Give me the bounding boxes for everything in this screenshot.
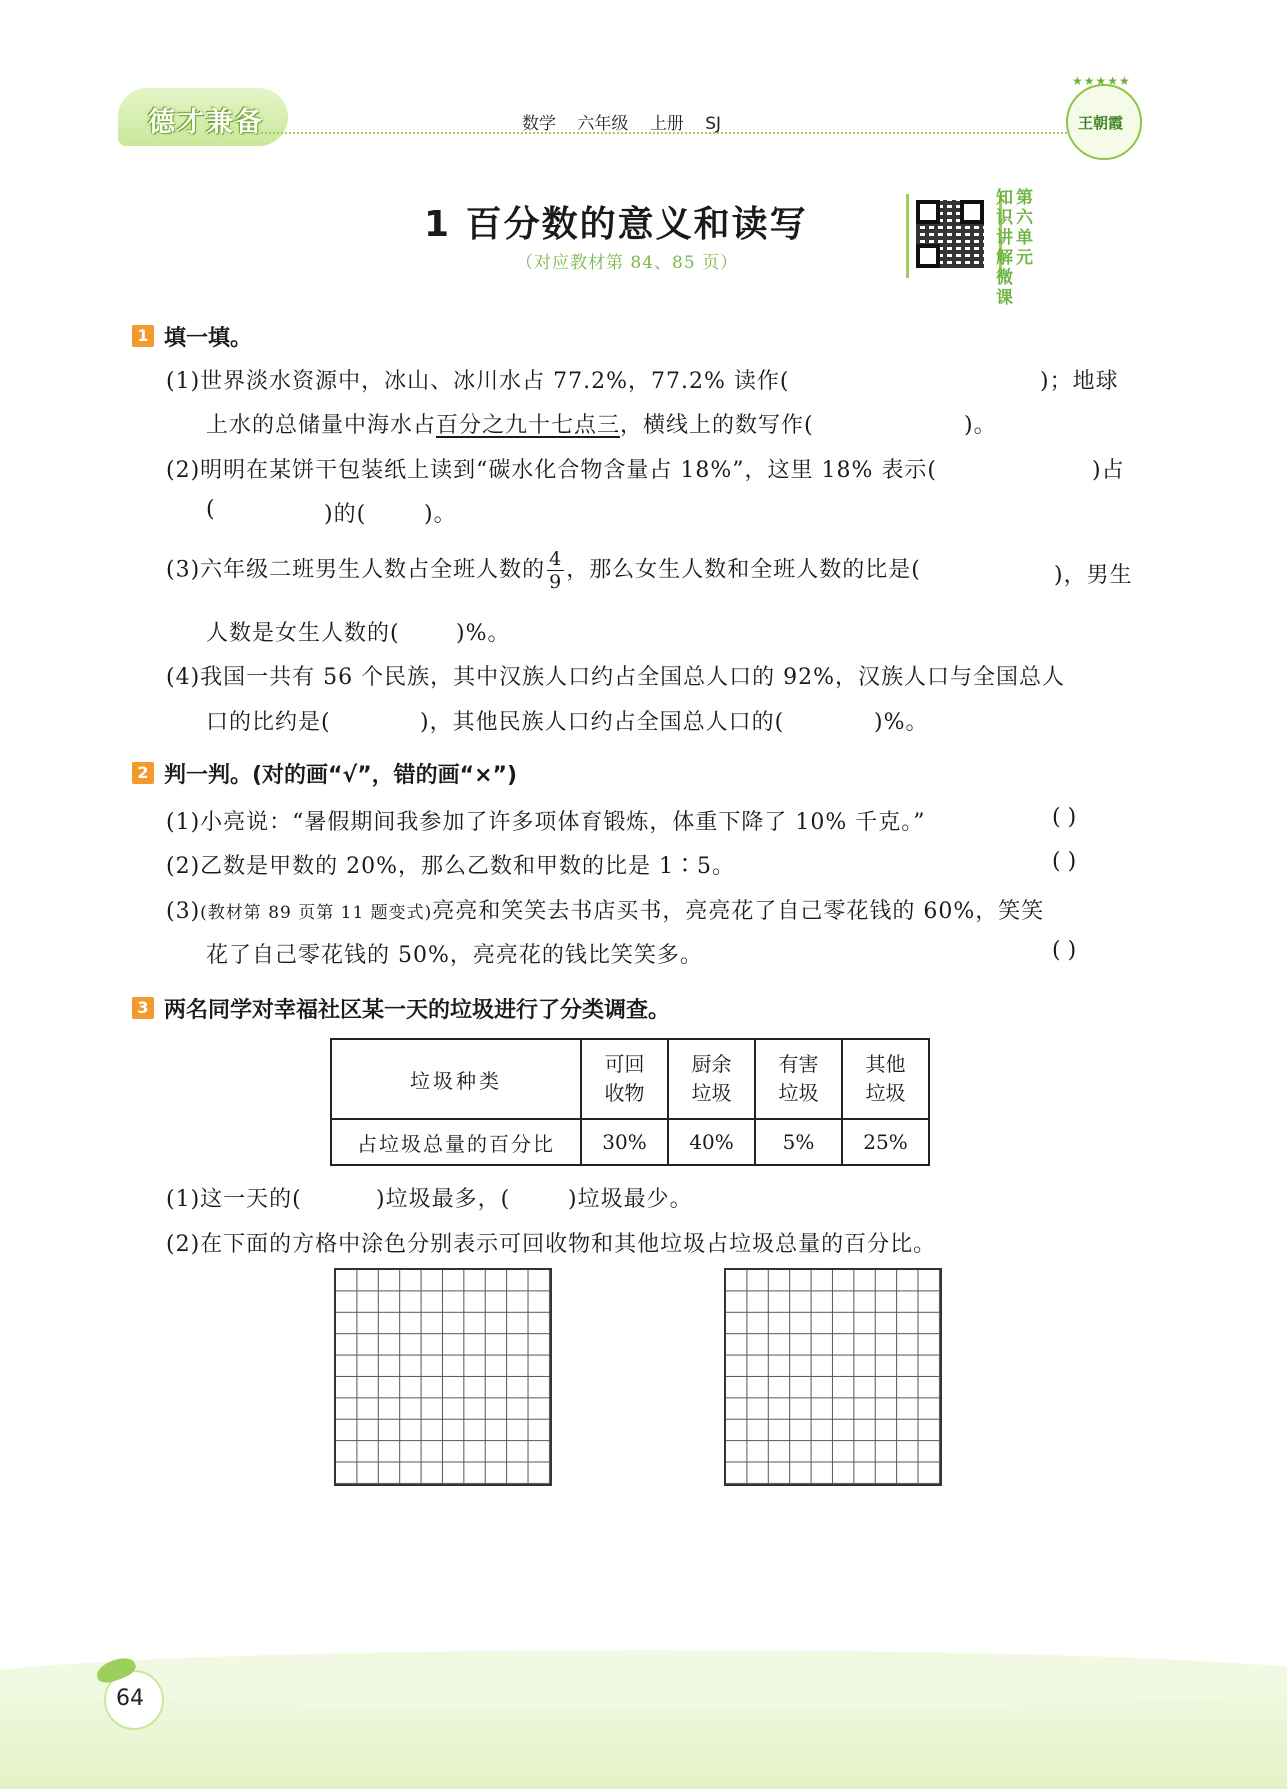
question-text: (1)世界淡水资源中，冰山、冰川水占 77.2%，77.2% 读作(: [166, 369, 790, 394]
table-cell: 5%: [755, 1119, 842, 1165]
seal-stars-icon: ★★★★★: [1072, 74, 1131, 88]
question-text: )。: [424, 502, 457, 527]
page-title: 1 百分数的意义和读写: [424, 204, 808, 245]
question-text: )。: [964, 413, 997, 438]
underlined-number-text: 百分之九十七点三: [436, 413, 621, 438]
question-text: (4)我国一共有 56 个民族，其中汉族人口约占全国总人口的 92%，汉族人口与全国总人: [166, 665, 1066, 690]
answer-blank[interactable]: (: [206, 497, 216, 522]
section-heading: 判一判。(对的画“√”，错的画“×”): [164, 763, 518, 788]
question-text: )%。: [456, 621, 511, 646]
header-info: [522, 109, 737, 134]
section-heading: 填一填。: [164, 326, 253, 351]
section-number-badge: 3: [132, 997, 154, 1019]
qr-label-unit: 第六单元: [1016, 188, 1033, 268]
table-row-header: 垃圾种类: [331, 1039, 581, 1119]
question-text: )占: [1092, 458, 1125, 483]
question-text: (1)小亮说：“暑假期间我参加了许多项体育锻炼，体重下降了 10% 千克。”: [166, 810, 926, 835]
answer-blank[interactable]: ( ): [1052, 805, 1077, 830]
seal-text: 王朝霞: [1078, 114, 1124, 132]
header-grade: 六年级: [577, 114, 629, 134]
question-text: )的(: [324, 502, 367, 527]
question-text: (3)(教材第 89 页第 11 题变式)亮亮和笑笑去书店买书，亮亮花了自己零花钱的 60%，笑笑: [166, 899, 1045, 924]
qr-eye-icon: [916, 244, 940, 268]
question-text: (2)明明在某饼干包装纸上读到“碳水化合物含量占 18%”，这里 18% 表示(: [166, 458, 938, 483]
question-text: )，男生: [1054, 563, 1133, 588]
table-row: [331, 1039, 929, 1119]
question-text: (3)六年级二班男生人数占全班人数的 $\frac{4}{9}$ ，那么女生人数和全班人数的比是(: [166, 548, 921, 593]
table-column-header: 可回 收物: [581, 1039, 668, 1119]
textbook-source-note: (教材第 89 页第 11 题变式): [200, 903, 433, 923]
table-cell: 25%: [842, 1119, 929, 1165]
question-text: 上水的总储量中海水占百分之九十七点三，横线上的数写作(: [206, 413, 814, 438]
answer-blank[interactable]: ( ): [1052, 938, 1077, 963]
answer-blank[interactable]: ( ): [1052, 849, 1077, 874]
section-heading: 两名同学对幸福社区某一天的垃圾进行了分类调查。: [164, 998, 671, 1023]
table-column-header: 其他 垃圾: [842, 1039, 929, 1119]
section-number-badge: 1: [132, 325, 154, 347]
question-text: )垃圾最多，(: [376, 1187, 511, 1212]
question-text: (1)这一天的(: [166, 1187, 302, 1212]
question-text: (2)乙数是甲数的 20%，那么乙数和甲数的比是 1∶5。: [166, 854, 736, 879]
question-text: 口的比约是(: [206, 710, 331, 735]
shading-grid-other-waste[interactable]: [724, 1268, 942, 1486]
brand-logo-text: 德才兼备: [148, 107, 264, 138]
question-text: (2)在下面的方格中涂色分别表示可回收物和其他垃圾占垃圾总量的百分比。: [166, 1232, 937, 1257]
page-number: 64: [116, 1686, 144, 1711]
header-volume: 上册: [649, 114, 684, 134]
question-text: )，其他民族人口约占全国总人口的(: [420, 710, 785, 735]
qr-eye-icon: [960, 200, 984, 224]
qr-label-microlesson: 知识讲解微课: [996, 188, 1013, 308]
footer-wave: [0, 1650, 1287, 1710]
table-cell: 40%: [668, 1119, 755, 1165]
fraction: $\frac{4}{9}$: [549, 548, 563, 593]
section-number-badge: 2: [132, 762, 154, 784]
table-row: [331, 1119, 929, 1165]
table-cell: 30%: [581, 1119, 668, 1165]
page-subtitle: （对应教材第 84、85 页）: [516, 253, 739, 273]
question-text: 花了自己零花钱的 50%，亮亮花的钱比笑笑多。: [206, 943, 703, 968]
header-edition: SJ: [705, 114, 722, 134]
shading-grid-recyclables[interactable]: [334, 1268, 552, 1486]
question-text: 人数是女生人数的(: [206, 621, 400, 646]
header-subject: 数学: [522, 114, 556, 134]
question-text: )；地球: [1040, 369, 1119, 394]
survey-table: [330, 1038, 930, 1166]
table-column-header: 厨余 垃圾: [668, 1039, 755, 1119]
qr-eye-icon: [916, 200, 940, 224]
question-text: )垃圾最少。: [568, 1187, 693, 1212]
question-text: )%。: [874, 710, 929, 735]
table-column-header: 有害 垃圾: [755, 1039, 842, 1119]
table-row-label: 占垃圾总量的百分比: [331, 1119, 581, 1165]
